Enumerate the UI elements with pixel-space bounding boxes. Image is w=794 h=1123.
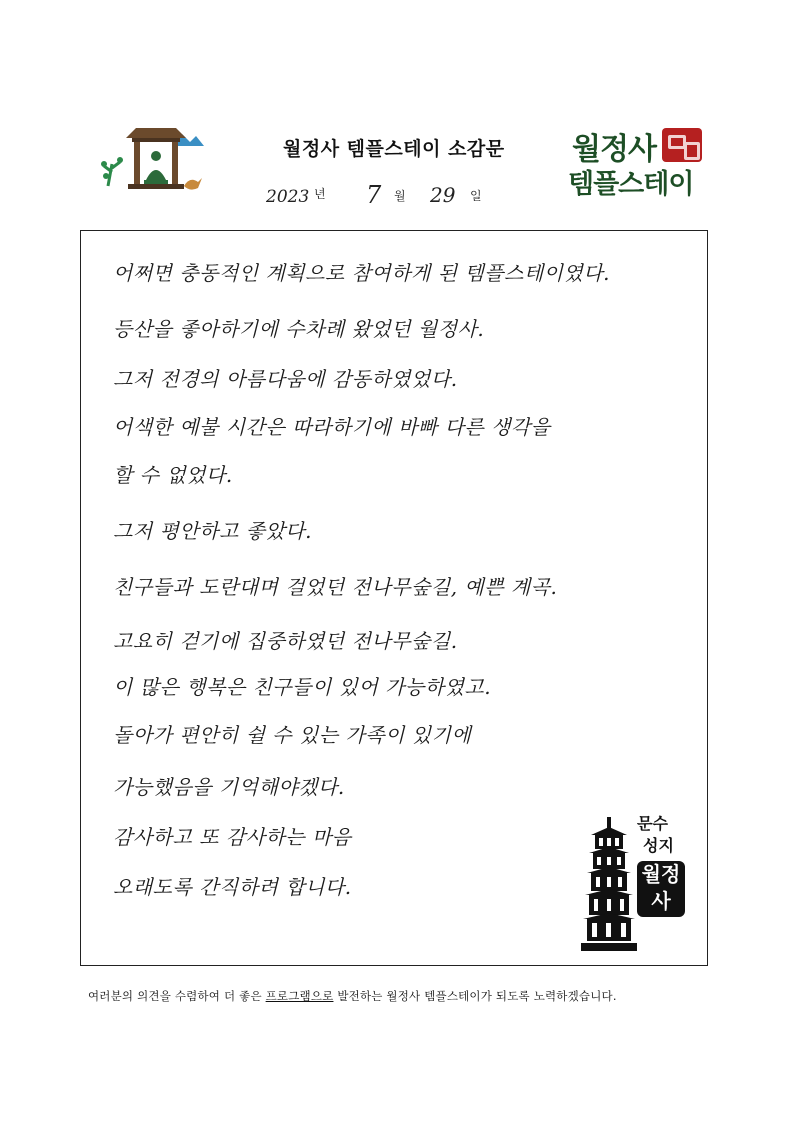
- red-seal-icon: [662, 128, 702, 162]
- stamp-text-4: 사: [651, 889, 671, 913]
- body-line: 할 수 없었다.: [113, 463, 233, 487]
- footer-text-underlined: 프로그램으로: [265, 989, 334, 1003]
- brand-line-2: 템플스테이: [568, 169, 694, 200]
- body-line: 고요히 걷기에 집중하였던 전나무숲길.: [113, 629, 458, 653]
- body-line: 감사하고 또 감사하는 마음: [113, 825, 352, 849]
- body-line: 오래도록 간직하려 합니다.: [113, 875, 352, 899]
- stamp-text-1: 문수: [637, 814, 668, 833]
- temple-logo: [98, 124, 206, 198]
- body-line: 친구들과 도란대며 걸었던 전나무숲길, 예쁜 계곡.: [113, 575, 558, 599]
- stamp-text-3: 월정: [641, 862, 681, 886]
- footer-text-before: 여러분의 의견을 수렴하여 더 좋은: [88, 989, 266, 1003]
- date-month: 7: [366, 181, 382, 209]
- pagoda-icon: [581, 817, 637, 957]
- body-line: 가능했음을 기억해야겠다.: [113, 775, 345, 799]
- date-row: [258, 181, 498, 213]
- reflection-box: [80, 230, 708, 966]
- brand-line-1: 월정사: [572, 132, 656, 167]
- date-month-label: 월: [394, 189, 406, 203]
- date-day: 29: [430, 183, 456, 207]
- temple-stamp: [581, 811, 699, 959]
- body-line: 돌아가 편안히 쉴 수 있는 가족이 있기에: [113, 723, 472, 747]
- page-title: 월정사 템플스테이 소감문: [283, 138, 505, 160]
- body-line: 그저 전경의 아름다움에 감동하였었다.: [113, 367, 458, 391]
- templestay-logo: [568, 124, 704, 198]
- date-year-label: 년: [314, 187, 326, 201]
- body-line: 어쩌면 충동적인 계획으로 참여하게 된 템플스테이였다.: [113, 261, 611, 285]
- body-line: 이 많은 행복은 친구들이 있어 가능하였고.: [113, 675, 492, 699]
- body-line: 그저 평안하고 좋았다.: [113, 519, 312, 543]
- footer-note: [88, 988, 617, 1004]
- body-line: 어색한 예불 시간은 따라하기에 바빠 다른 생각을: [113, 415, 551, 439]
- footer-text-after: 발전하는 월정사 템플스테이가 되도록 노력하겠습니다.: [333, 989, 617, 1003]
- date-year: 2023: [266, 187, 310, 207]
- stamp-seal: [637, 861, 685, 917]
- stamp-text-2: 성지: [643, 836, 674, 855]
- date-day-label: 일: [470, 189, 482, 203]
- body-line: 등산을 좋아하기에 수차례 왔었던 월정사.: [113, 317, 485, 341]
